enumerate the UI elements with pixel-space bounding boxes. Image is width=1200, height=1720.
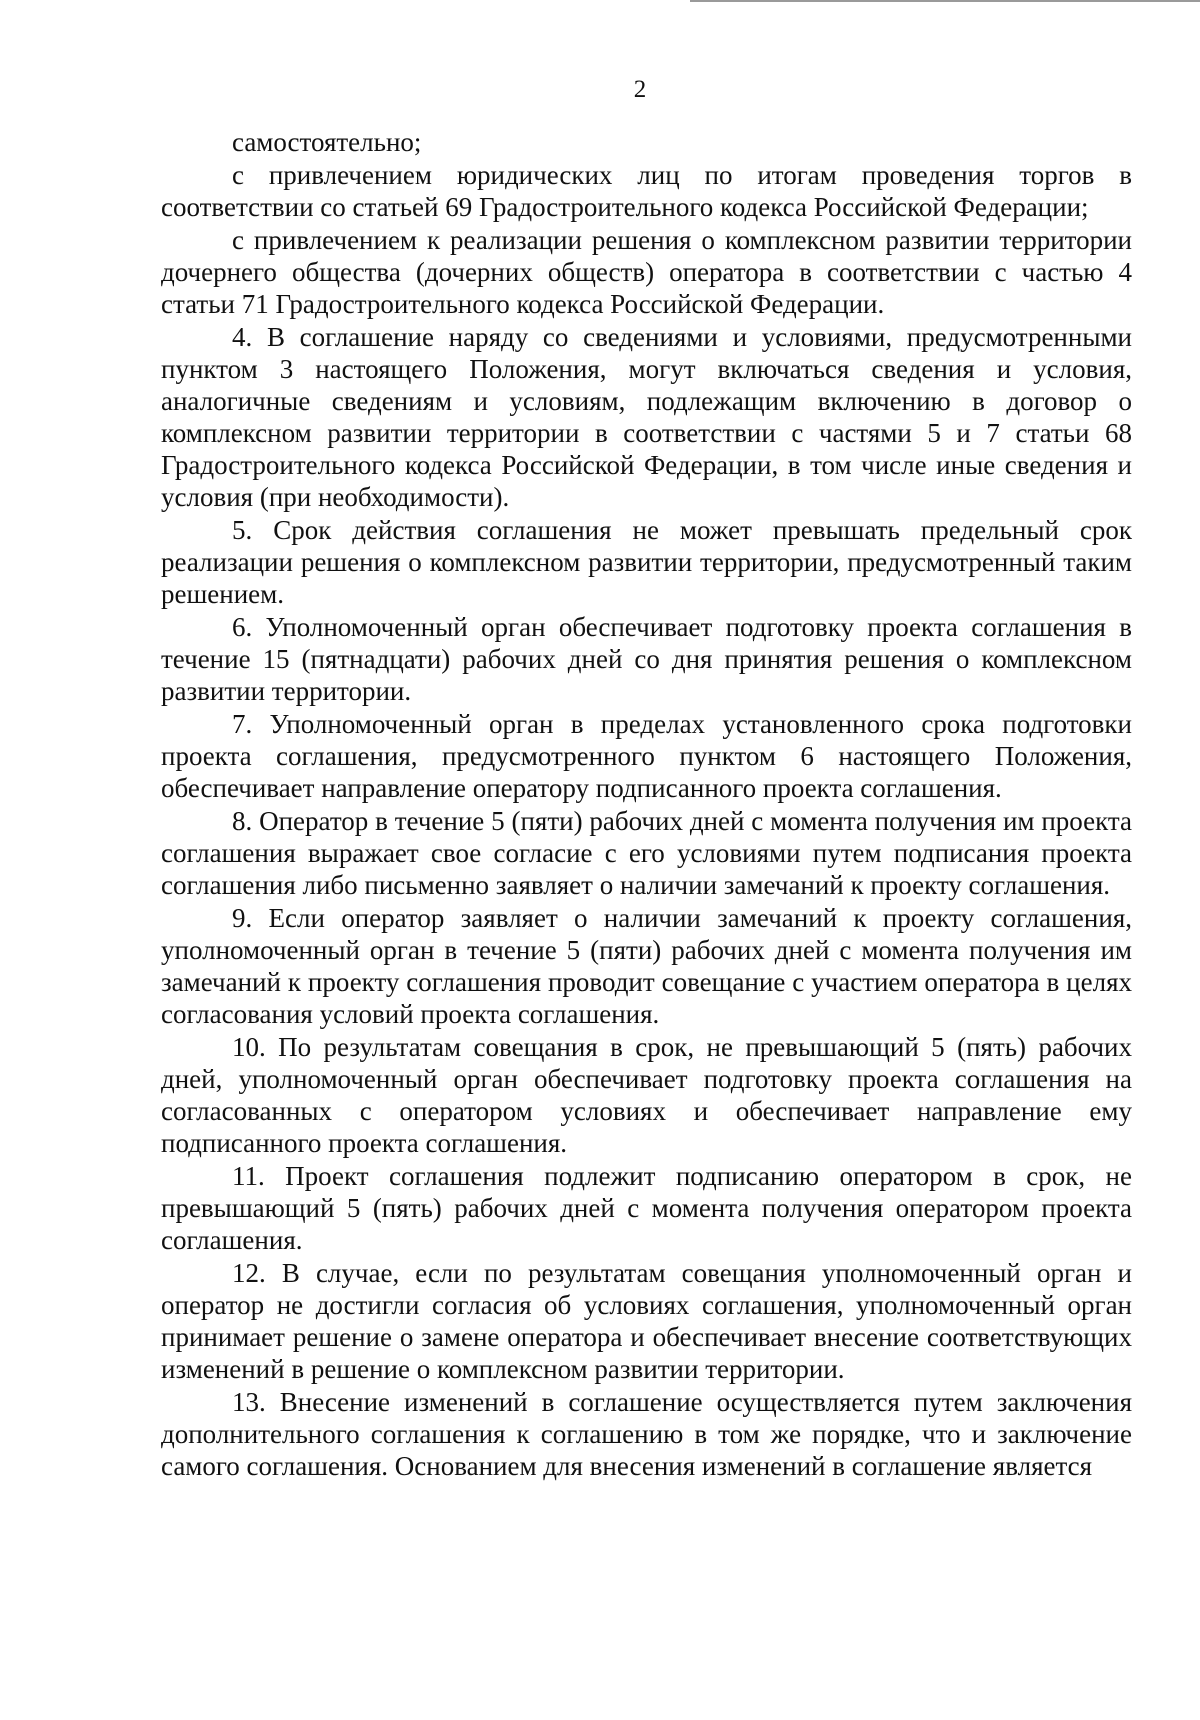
paragraph-item-6: 6. Уполномоченный орган обеспечивает подготовку проекта соглашения в течение 15 (пятнадцати) рабочих дней со дня принятия решения о комплексном развитии территории.: [161, 612, 1132, 706]
paragraph-item-9: 9. Если оператор заявляет о наличии замечаний к проекту соглашения, уполномоченный орган в течение 5 (пяти) рабочих дней с момента получения им замечаний к проекту соглашения проводит совещание с участием оператора в целях согласования условий проекта соглашения.: [161, 903, 1132, 1029]
paragraph-item-5: 5. Срок действия соглашения не может превышать предельный срок реализации решения о комплексном развитии территории, предусмотренный таким решением.: [161, 515, 1132, 609]
paragraph-item-7: 7. Уполномоченный орган в пределах установленного срока подготовки проекта соглашения, предусмотренного пунктом 6 настоящего Положения, обеспечивает направление оператору подписанного проекта соглашения.: [161, 709, 1132, 803]
paragraph-item-4: 4. В соглашение наряду со сведениями и условиями, предусмотренными пунктом 3 настоящего Положения, могут включаться сведения и условия, аналогичные сведениям и условиям, подлежащим включению в договор о комплексном развитии территории в соответствии с частями 5 и 7 статьи 68 Градостроительного кодекса Российской Федерации, в том числе иные сведения и условия (при необходимости).: [161, 322, 1132, 512]
top-edge-rule: [690, 0, 1200, 2]
paragraph-subsidiaries: с привлечением к реализации решения о комплексном развитии территории дочернего общества (дочерних обществ) оператора в соответствии с частью 4 статьи 71 Градостроительного кодекса Российской Федерации.: [161, 225, 1132, 319]
paragraph-item-13: 13. Внесение изменений в соглашение осуществляется путем заключения дополнительного соглашения к соглашению в том же порядке, что и заключение самого соглашения. Основанием для внесения изменений в соглашение является: [161, 1387, 1132, 1481]
paragraph-independently: самостоятельно;: [232, 127, 422, 157]
paragraph-legal-entities-tenders: с привлечением юридических лиц по итогам проведения торгов в соответствии со статьей 69 Градостроительного кодекса Российской Федерации;: [161, 160, 1132, 222]
paragraph-item-10: 10. По результатам совещания в срок, не превышающий 5 (пять) рабочих дней, уполномоченный орган обеспечивает подготовку проекта соглашения на согласованных с оператором условиях и обеспечивает направление ему подписанного проекта соглашения.: [161, 1032, 1132, 1158]
paragraph-item-8: 8. Оператор в течение 5 (пяти) рабочих дней с момента получения им проекта соглашения выражает свое согласие с его условиями путем подписания проекта соглашения либо письменно заявляет о наличии замечаний к проекту соглашения.: [161, 806, 1132, 900]
paragraph-item-11: 11. Проект соглашения подлежит подписанию оператором в срок, не превышающий 5 (пять) рабочих дней с момента получения оператором проекта соглашения.: [161, 1161, 1132, 1255]
paragraph-item-12: 12. В случае, если по результатам совещания уполномоченный орган и оператор не достигли согласия об условиях соглашения, уполномоченный орган принимает решение о замене оператора и обеспечивает внесение соответствующих изменений в решение о комплексном развитии территории.: [161, 1258, 1132, 1384]
document-body: [161, 126, 1132, 1483]
page-number: 2: [633, 76, 647, 103]
